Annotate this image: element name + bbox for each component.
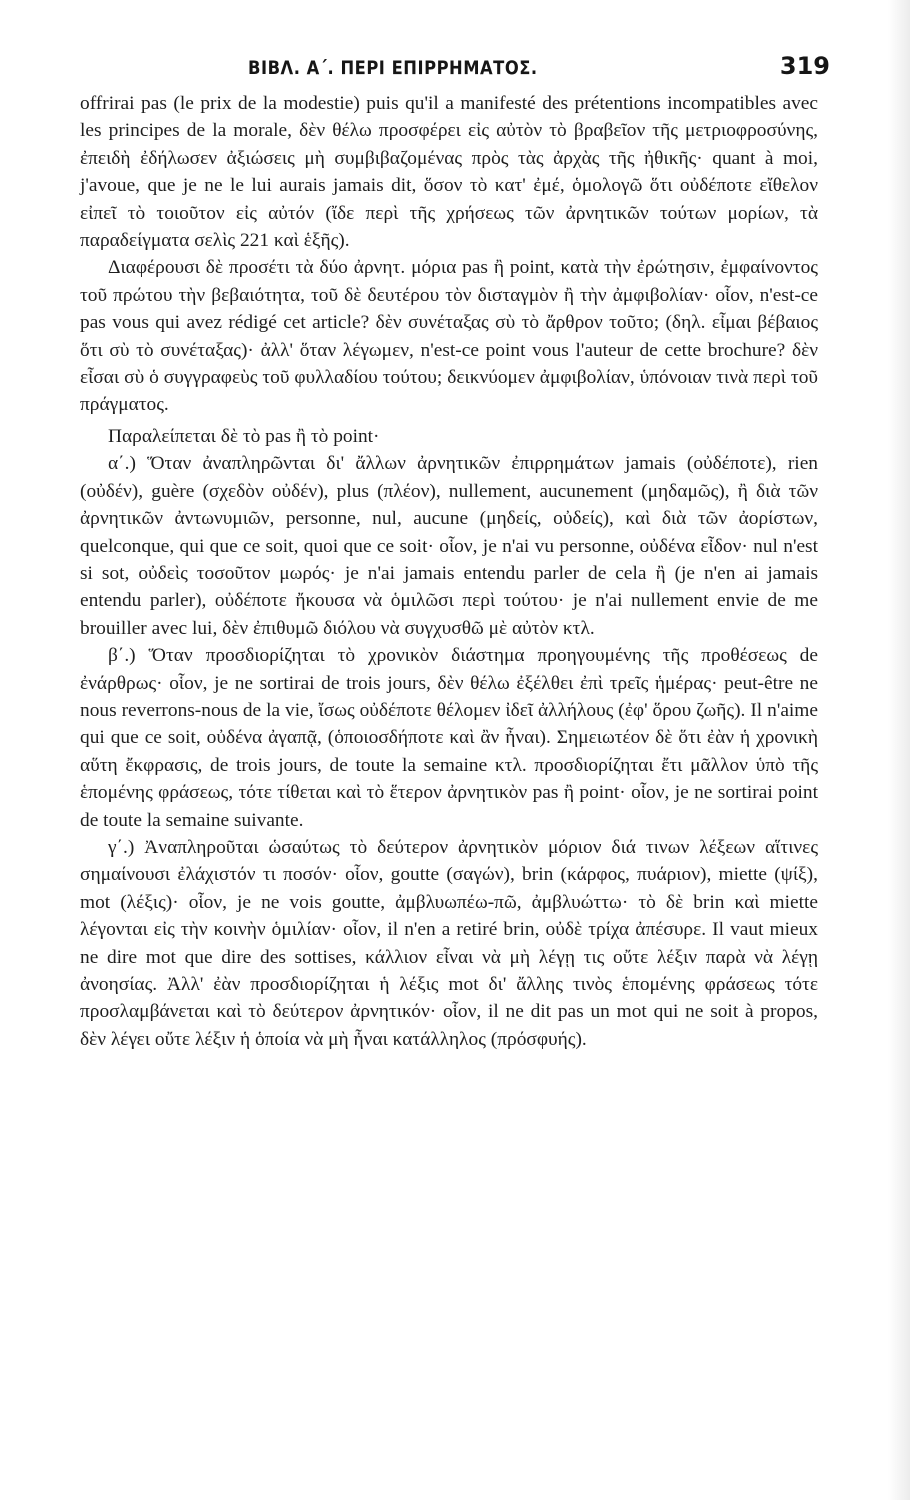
paragraph-rule-gamma: γ΄.) Ἀναπληροῦται ὡσαύτως τὸ δεύτερον ἀρνητικὸν μόριον διά τινων λέξεων αἵτινες σημαίνουσι ἐλάχιστόν τι ποσόν· οἷον, goutte (σαγών), brin (κάρφος, πυάριον), miette (ψίξ), mot (λέξις)· οἷον, je ne vois goutte, ἀμβλυωπέω-πῶ, ἀμβλυώττω· τὸ δὲ brin καὶ miette λέγονται εἰς τὴν κοινὴν ὁμιλίαν· οἷον, il n'en a retiré brin, οὐδὲ τρίχα ἀπέσυρε. Il vaut mieux ne dire mot que dire des sottises, κάλλιον εἶναι νὰ μὴ λέγῃ τις οὔτε λέξιν παρὰ νὰ λέγῃ ἀνοησίας. Ἀλλ' ἐὰν προσδιορίζηται ἡ λέξις mot δι' ἄλλης τινὸς ἑπομένης φράσεως τότε προσλαμβάνεται καὶ τὸ δεύτερον ἀρνητικόν· οἷον, il ne dit pas un mot qui ne soit à propos, δὲν λέγει οὔτε λέξιν ἡ ὁποία νὰ μὴ ἦναι κατάλληλος (πρόσφυής). [80, 836, 818, 1050]
running-header [80, 52, 830, 80]
paragraph-pas-point-question: Διαφέρουσι δὲ προσέτι τὰ δύο ἀρνητ. μόρια pas ἢ point, κατὰ τὴν ἐρώτησιν, ἐμφαίνοντος τοῦ πρώτου τὴν βεβαιότητα, τοῦ δὲ δευτέρου τὸν δισταγμὸν ἢ τὴν ἀμφιβολίαν· οἷον, n'est-ce pas vous qui avez rédigé cet article? δὲν συνέταξας σὺ τὸ ἄρθρον τοῦτο; (δηλ. εἶμαι βέβαιος ὅτι σὺ τὸ συνέταξας)· ἀλλ' ὅταν λέγωμεν, n'est-ce point vous l'auteur de cette brochure? δὲν εἶσαι σὺ ὁ συγγραφεὺς τοῦ φυλλαδίου τούτου; δεικνύομεν ἀμφιβολίαν, ὑπόνοιαν τινὰ περὶ τοῦ πράγματος. [80, 257, 818, 416]
running-title: BIBΛ. Α΄. ΠΕΡΙ ΕΠΙΡΡΗΜΑΤΟΣ. [248, 57, 538, 79]
body-text [80, 90, 818, 1053]
paragraph-rule-beta: β΄.) Ὅταν προσδιορίζηται τὸ χρονικὸν διάστημα προηγουμένης τῆς προθέσεως de ἐνάρθρως· οἷον, je ne sortirai de trois jours, δὲν θέλω ἐξέλθει ἐπὶ τρεῖς ἡμέρας· peut-être ne nous reverrons-nous de la vie, ἴσως οὐδέποτε θέλομεν ἰδεῖ ἀλλήλους (ἐφ' ὅρου ζωῆς). Il n'aime qui que ce soit, οὐδένα ἀγαπᾷ, (ὁποιοσδήποτε καὶ ἂν ἦναι). Σημειωτέον δὲ ὅτι ἐὰν ἡ χρονικὴ αὕτη ἔκφρασις, de trois jours, de toute la semaine κτλ. προσδιορίζηται ἔτι μᾶλλον ὑπὸ τῆς ἑπομένης φράσεως, τότε τίθεται καὶ τὸ ἕτερον ἀρνητικὸν pas ἢ point· οἷον, je ne sortirai point de toute la semaine suivante. [80, 645, 818, 831]
paragraph-rule-alpha: α΄.) Ὅταν ἀναπληρῶνται δι' ἄλλων ἀρνητικῶν ἐπιρρημάτων jamais (οὐδέποτε), rien (οὐδέν), guère (σχεδὸν οὐδέν), plus (πλέον), nullement, aucunement (μηδαμῶς), ἢ διὰ τῶν ἀρνητικῶν ἀντωνυμιῶν, personne, nul, aucune (μηδείς, οὐδείς), καὶ διὰ τῶν ἀορίστων, quelconque, qui que ce soit, quoi que ce soit· οἷον, je n'ai vu personne, οὐδένα εἶδον· nul n'est si sot, οὐδεὶς τοσοῦτον μωρός· je n'ai jamais entendu parler de cela ἢ (je n'en ai jamais entendu parler), οὐδέποτε ἤκουσα νὰ ὁμιλῶσι περὶ τούτου· je n'ai nullement envie de me brouiller avec lui, δὲν ἐπιθυμῶ διόλου νὰ συγχυσθῶ μὲ αὐτὸν κτλ. [80, 453, 818, 639]
page-number: 319 [779, 52, 830, 80]
paragraph-continuation: offrirai pas (le prix de la modestie) puis qu'il a manifesté des prétentions incompatibles avec les principes de la morale, δὲν θέλω προσφέρει εἰς αὐτὸν τὸ βραβεῖον τῆς μετριοφροσύνης, ἐπειδὴ ἐδήλωσεν ἀξιώσεις μὴ συμβιβαζομένας πρὸς τὰς ἀρχὰς τῆς ἠθικῆς· quant à moi, j'avoue, que je ne le lui aurais jamais dit, ὅσον τὸ κατ' ἐμέ, ὁμολογῶ ὅτι οὐδέποτε εἴθελον εἰπεῖ τὸ τοιοῦτον εἰς αὐτόν (ἴδε περὶ τῆς χρήσεως τῶν ἀρνητικῶν τούτων μορίων, τὰ παραδείγματα σελὶς 221 καὶ ἑξῆς). [80, 93, 818, 252]
paragraph-omission-heading: Παραλείπεται δὲ τὸ pas ἢ τὸ point· [108, 425, 380, 447]
